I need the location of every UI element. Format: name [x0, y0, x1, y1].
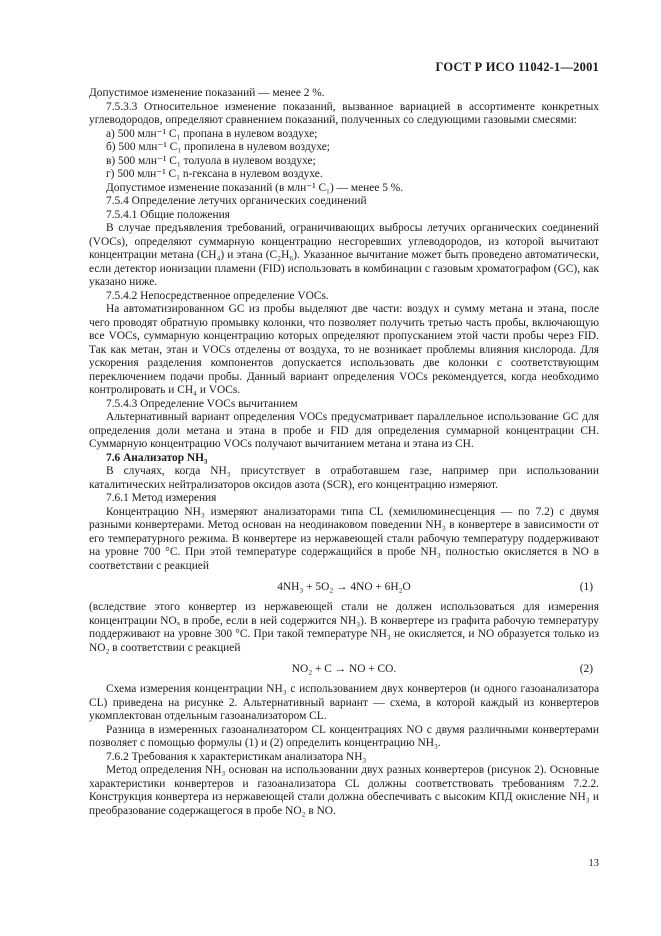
list-item: б) 500 млн⁻¹ C₁ пропилена в нулевом воздухе; — [106, 141, 330, 153]
section-heading: 7.5.4.2 Непосредственное определение VOCs. — [106, 289, 329, 302]
section-heading: 7.6.2 Требования к характеристикам анализатора NH₃ — [106, 750, 367, 763]
formula-number: (2) — [579, 663, 593, 675]
section-heading: 7.5.4 Определение летучих органических соединений — [106, 195, 367, 207]
paragraph: Допустимое изменение показаний — менее 2 %. — [89, 87, 325, 99]
document-body — [89, 87, 599, 818]
formula-number: (1) — [579, 581, 593, 593]
formula-expression: NO₂ + C → NO + CO. — [291, 663, 397, 675]
list-item: а) 500 млн⁻¹ C₁ пропана в нулевом воздухе; — [106, 127, 318, 140]
paragraph: Схема измерения концентрации NH₃ с использованием двух конвертеров (и одного газоанализатора CL) приведена на рисунке 2. Альтернативный вариант — схема, в которой каждый из конвертеров укомплектован отдельным газоанализатором CL. — [89, 683, 599, 722]
section-heading: 7.5.4.3 Определение VOCs вычитанием — [106, 397, 298, 410]
paragraph: На автоматизированном GC из пробы выделяют две части: воздух и сумму метана и этана, после чего проводят обратную промывку колонки, что позволяет получить третью часть пробы, включающую все VOCs, суммарную концентрацию которых определяют пропусканием этой части пробы через FID. Так как метан, этан и VOCs отделены от воздуха, то не возникает проблемы влияния кислорода. Для ускорения разделения компонентов допускается использовать две колонки с соответствующим переключением подачи пробы. Данный вариант определения VOCs рекомендуется, когда необходимо контролировать и CH₄ и VOCs. — [89, 303, 599, 396]
formula-2 — [89, 655, 599, 683]
paragraph: Альтернативный вариант определения VOCs предусматривает параллельное использование GC для определения доли метана и этана в пробе и FID для определения суммарной концентрации CH. Суммарную концентрацию VOCs получают вычитанием метана и этана из CH. — [89, 411, 599, 450]
page-number: 13 — [588, 858, 599, 869]
paragraph: 7.5.3.3 Относительное изменение показаний, вызванное вариацией в ассортименте конкретных углеводородов, определяют сравнением показаний, полученных со следующими газовыми смесями: — [89, 100, 599, 126]
paragraph: Концентрацию NH₃ измеряют анализаторами типа CL (хемилюминесценция — по 7.2) с двумя разными конвертерами. Метод основан на неодинаковом поведении NH₃ в конвертере в зависимости от его температурного режима. В конвертере из нержавеющей стали рабочую температуру поддерживают на уровне 700 °C. При этой температуре содержащийся в пробе NH₃ полностью окисляется в NO в соответствии с реакцией — [89, 505, 599, 572]
list-item: в) 500 млн⁻¹ C₁ толуола в нулевом воздухе; — [106, 154, 316, 167]
formula-expression: 4NH₃ + 5O₂ → 4NO + 6H₂O — [277, 581, 411, 593]
formula-1 — [89, 573, 599, 601]
section-heading: 7.5.4.1 Общие положения — [106, 208, 230, 221]
document-standard-header: ГОСТ Р ИСО 11042-1—2001 — [435, 60, 599, 74]
paragraph: Разница в измеренных газоанализатором CL концентрациях NO с двумя различными конвертерами позволяет с помощью формулы (1) и (2) определить концентрацию NH₃. — [89, 723, 599, 749]
paragraph: В случаях, когда NH₃ присутствует в отработавшем газе, например при использовании каталитических нейтрализаторов оксидов азота (SCR), его концентрацию измеряют. — [89, 465, 599, 491]
section-heading: 7.6.1 Метод измерения — [106, 492, 217, 504]
section-heading-bold: 7.6 Анализатор NH₃ — [106, 451, 208, 464]
paragraph: Метод определения NH₃ основан на использовании двух разных конвертеров (рисунок 2). Основные характеристики конвертеров и газоанализатора CL должны соответствовать требованиям 7.2.2. Конструкция конвертера из нержавеющей стали должна обеспечивать с высоким КПД окисление NH₃ и преобразование содержащегося в пробе NO₂ в NO. — [89, 764, 599, 817]
paragraph: В случае предъявления требований, ограничивающих выбросы летучих органических соединений (VOCs), определяют суммарную концентрацию несгоревших углеводородов, из которой вычитают концентрации метана (CH₄) и этана (C₂H₆). Указанное вычитание может быть проведено автоматически, если детектор ионизации пламени (FID) использовать в комбинации с газовым хроматографом (GC), как указано ниже. — [89, 222, 599, 288]
list-item: г) 500 млн⁻¹ C₁ n-гексана в нулевом воздухе. — [106, 168, 323, 180]
paragraph: Допустимое изменение показаний (в млн⁻¹ C₁) — менее 5 %. — [106, 181, 404, 194]
paragraph: (вследствие этого конвертер из нержавеющей стали не должен использоваться для измерения концентрации NOₓ в пробе, если в ней содержится NH₃). В конвертере из графита рабочую температуру поддерживают на уровне 300 °C. При такой температуре NH₃ не окисляется, и NO образуется только из NO₂ в соответствии с реакцией — [89, 601, 599, 654]
